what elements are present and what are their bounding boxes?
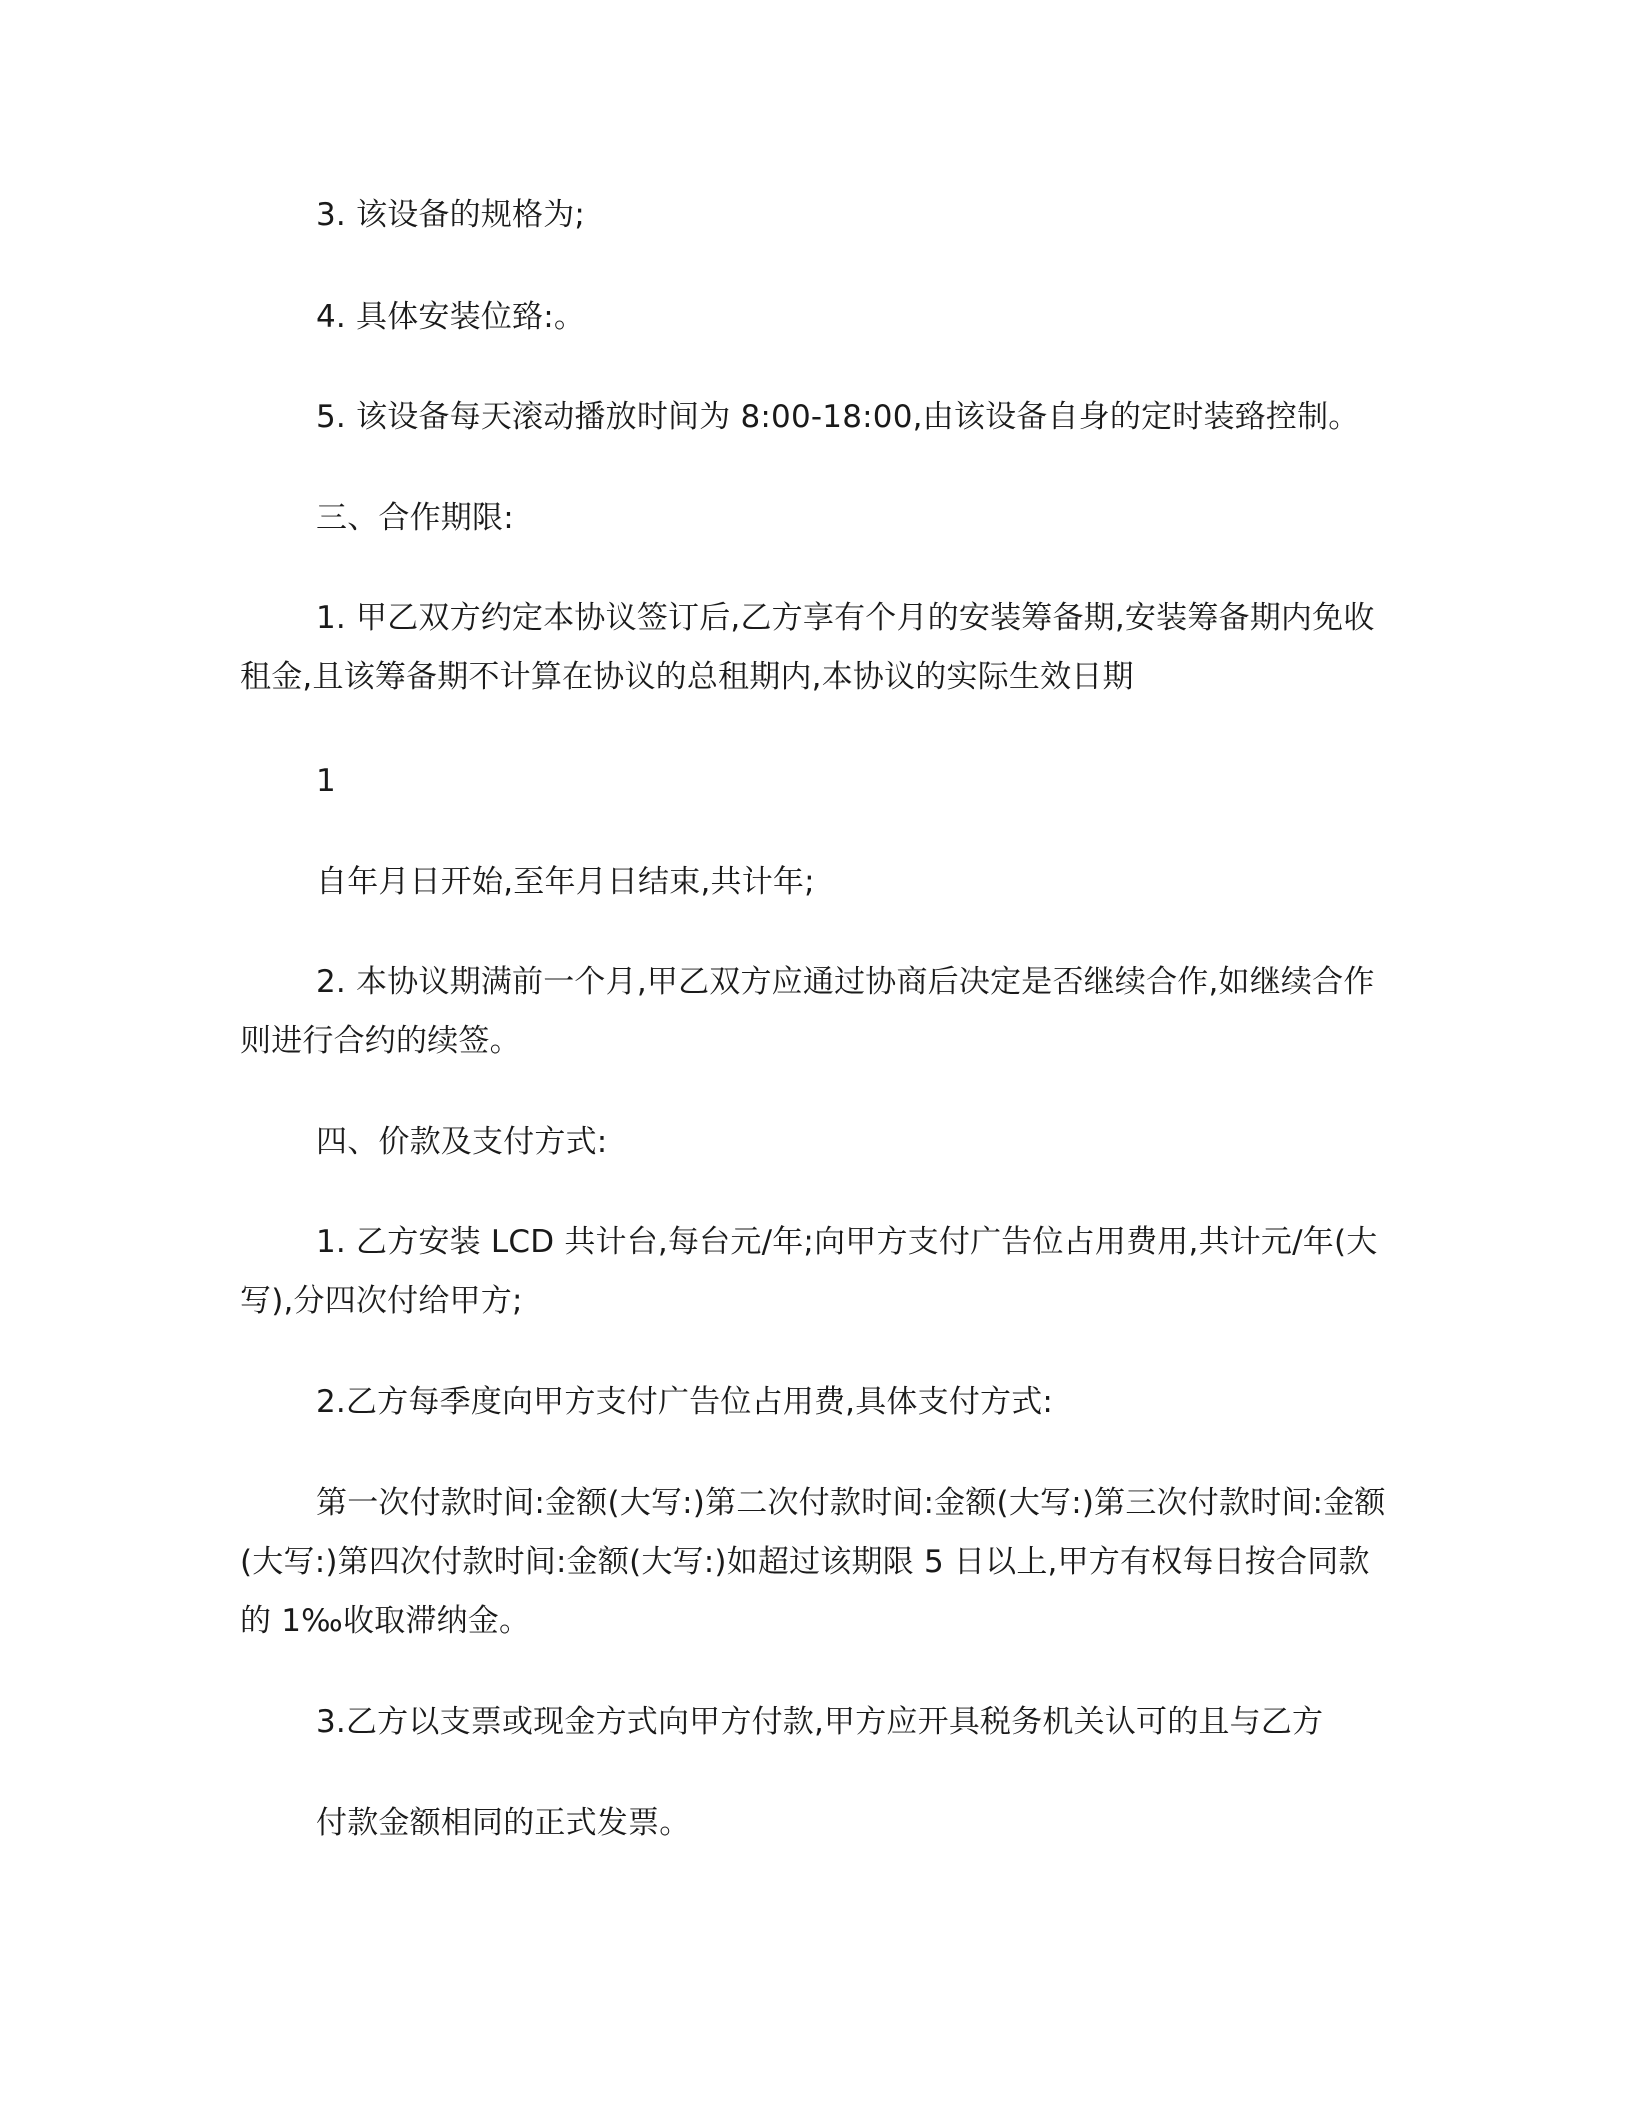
paragraph-invoice-continued: 付款金额相同的正式发票。 (316, 1805, 691, 1841)
paragraph-spec: 3. 该设备的规格为; (316, 197, 586, 233)
page-number: 1 (316, 763, 336, 799)
heading-cooperation-term: 三、合作期限: (316, 500, 514, 536)
paragraph-lcd-fee: 1. 乙方安装 LCD 共计台,每台元/年;向甲方支付广告位占用费用,共计元/年(大写),分四次付给甲方; (240, 1224, 1378, 1319)
paragraph-renewal: 2. 本协议期满前一个月,甲乙双方应通过协商后决定是否继续合作,如继续合作则进行合约的续签。 (240, 964, 1375, 1059)
paragraph-preparation-period: 1. 甲乙双方约定本协议签订后,乙方享有个月的安装筹备期,安装筹备期内免收租金,且该筹备期不计算在协议的总租期内,本协议的实际生效日期 (240, 600, 1375, 695)
paragraph-invoice: 3.乙方以支票或现金方式向甲方付款,甲方应开具税务机关认可的且与乙方 (316, 1704, 1324, 1740)
paragraph-payment-schedule: 第一次付款时间:金额(大写:)第二次付款时间:金额(大写:)第三次付款时间:金额(大写:)第四次付款时间:金额(大写:)如超过该期限 5 日以上,甲方有权每日按合同款的 1‰收取滞纳金。 (240, 1485, 1386, 1639)
paragraph-quarterly-payment: 2.乙方每季度向甲方支付广告位占用费,具体支付方式: (316, 1384, 1054, 1420)
paragraph-play-time: 5. 该设备每天滚动播放时间为 8:00-18:00,由该设备自身的定时装臵控制。 (316, 399, 1360, 435)
paragraph-install-location: 4. 具体安装位臵:。 (316, 299, 586, 335)
heading-price-payment: 四、价款及支付方式: (316, 1124, 608, 1160)
paragraph-date-range: 自年月日开始,至年月日结束,共计年; (316, 864, 815, 900)
